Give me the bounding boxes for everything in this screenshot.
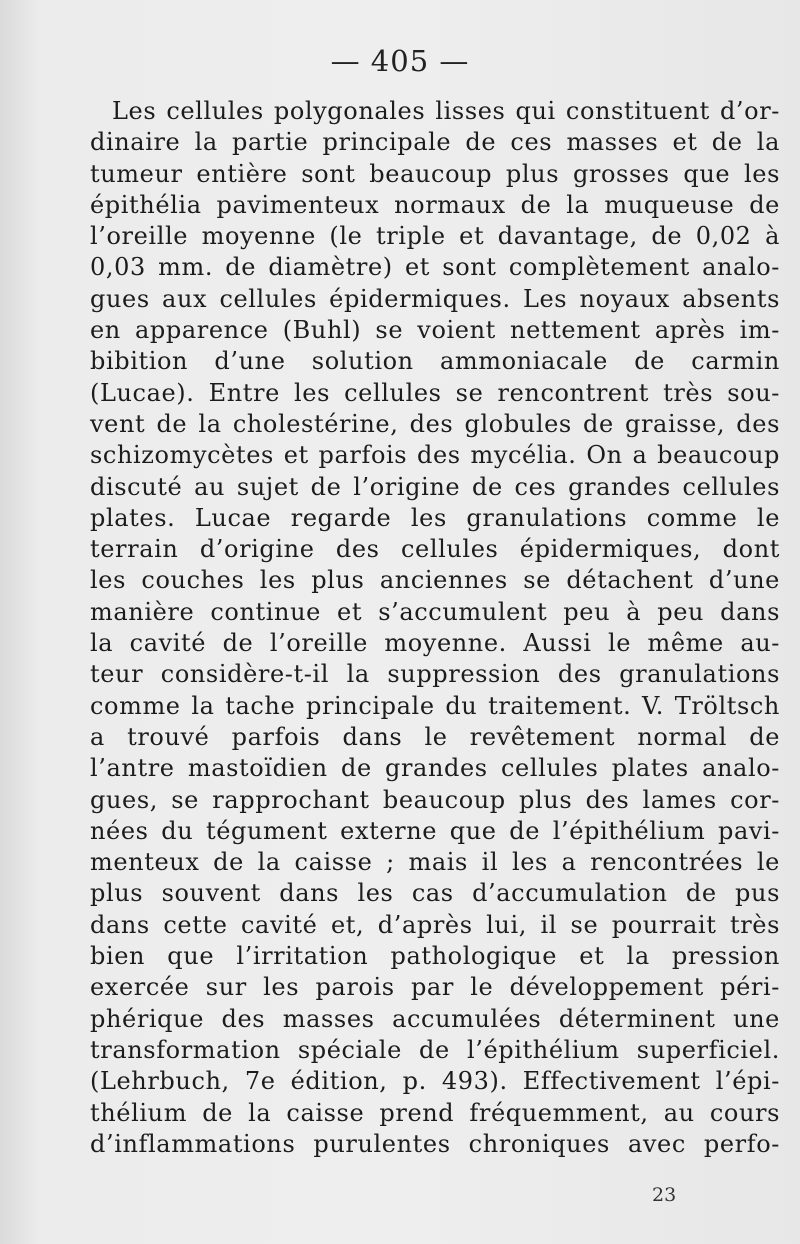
- text-line: 0,03 mm. de diamètre) et sont complètement analo-: [90, 253, 780, 282]
- text-line: menteux de la caisse ; mais il les a rencontrées le: [90, 848, 780, 877]
- body-text: [90, 96, 780, 1160]
- text-line: (Lehrbuch, 7e édition, p. 493). Effectivement l’épi-: [90, 1067, 780, 1096]
- text-line: phérique des masses accumulées déterminent une: [90, 1004, 780, 1033]
- text-line: bibition d’une solution ammoniacale de carmin: [90, 347, 780, 376]
- text-line: plus souvent dans les cas d’accumulation de pus: [90, 879, 780, 908]
- text-line: terrain d’origine des cellules épidermiques, dont: [90, 535, 780, 564]
- text-line: exercée sur les parois par le développement péri-: [90, 973, 780, 1002]
- text-line: dinaire la partie principale de ces masses et de la: [90, 128, 780, 157]
- text-line: (Lucae). Entre les cellules se rencontrent très sou-: [90, 378, 780, 407]
- page-number-header: — 405 —: [330, 44, 470, 78]
- text-line: vent de la cholestérine, des globules de graisse, des: [90, 409, 780, 438]
- text-line: nées du tégument externe que de l’épithélium pavi-: [90, 816, 780, 845]
- text-line: gues, se rapprochant beaucoup plus des lames cor-: [90, 785, 780, 814]
- text-line: tumeur entière sont beaucoup plus grosses que les: [90, 159, 780, 188]
- text-line: comme la tache principale du traitement. V. Tröltsch: [90, 691, 780, 720]
- text-line: épithélia pavimenteux normaux de la muqueuse de: [90, 190, 780, 219]
- text-line: schizomycètes et parfois des mycélia. On a beaucoup: [90, 441, 780, 470]
- text-line: gues aux cellules épidermiques. Les noyaux absents: [90, 284, 780, 313]
- text-line: transformation spéciale de l’épithélium superficiel.: [90, 1035, 780, 1064]
- text-line: Les cellules polygonales lisses qui constituent d’or-: [112, 97, 780, 125]
- text-line: teur considère-t-il la suppression des granulations: [90, 660, 780, 689]
- text-line: la cavité de l’oreille moyenne. Aussi le même au-: [90, 629, 780, 658]
- text-line: plates. Lucae regarde les granulations comme le: [90, 503, 780, 532]
- text-line: en apparence (Buhl) se voient nettement après im-: [90, 316, 780, 345]
- text-line: discuté au sujet de l’origine de ces grandes cellules: [90, 472, 780, 501]
- text-line: bien que l’irritation pathologique et la pression: [90, 942, 780, 971]
- text-line: dans cette cavité et, d’après lui, il se pourrait très: [90, 910, 780, 939]
- text-line: thélium de la caisse prend fréquemment, au cours: [90, 1098, 780, 1127]
- text-line: a trouvé parfois dans le revêtement normal de: [90, 722, 780, 751]
- text-line: d’inflammations purulentes chroniques avec perfo-: [90, 1129, 780, 1158]
- text-line: les couches les plus anciennes se détachent d’une: [90, 566, 780, 595]
- signature-mark: 23: [652, 1184, 677, 1206]
- text-line: l’oreille moyenne (le triple et davantage, de 0,02 à: [90, 222, 780, 251]
- text-line: l’antre mastoïdien de grandes cellules plates analo-: [90, 754, 780, 783]
- text-line: manière continue et s’accumulent peu à peu dans: [90, 597, 780, 626]
